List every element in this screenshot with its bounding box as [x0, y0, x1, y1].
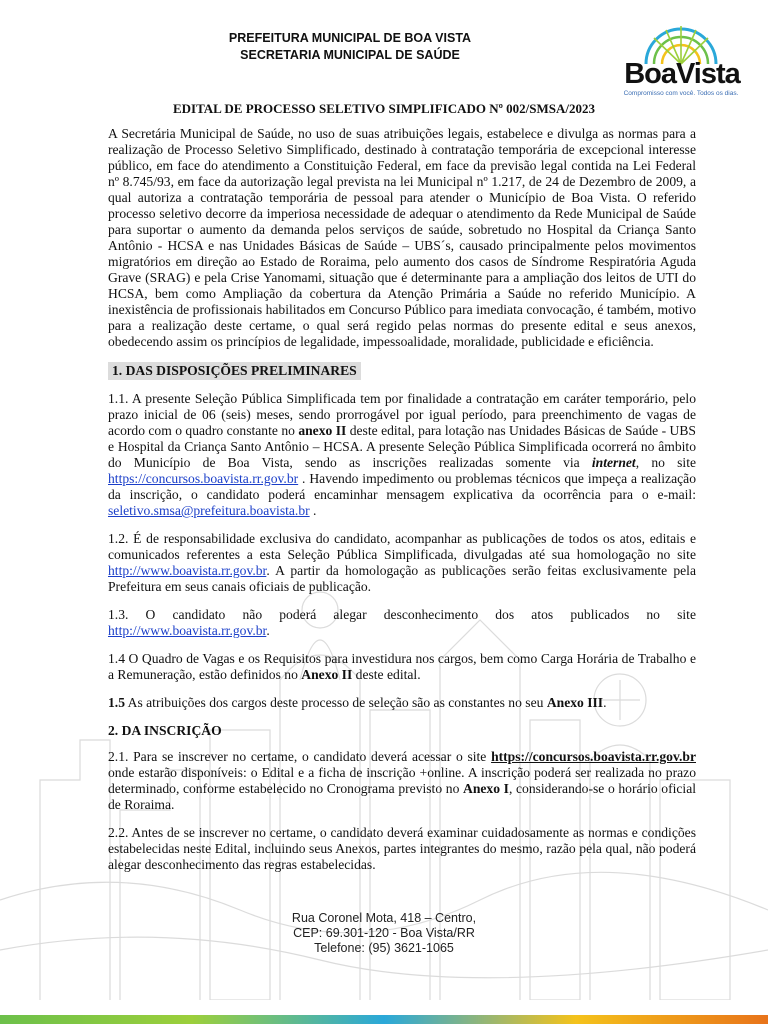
paragraph-2-2: 2.2. Antes de se inscrever no certame, o candidato deverá examinar cuidadosamente as normas e condições estabelecidas neste Edital, incluindo seus Anexos, partes integrantes do mesmo, razão pela qual, não poderá alegar desconhecimento das regras estabelecidas. — [108, 825, 696, 872]
logo-tagline: Compromisso com você. Todos os dias. — [623, 90, 739, 97]
page-footer — [0, 911, 768, 956]
concursos-link[interactable]: https://concursos.boavista.rr.gov.br — [108, 471, 299, 486]
intro-paragraph: A Secretária Municipal de Saúde, no uso de suas atribuições legais, estabelece e divulga as normas para a realização de Processo Seletivo Simplificado, destinado à contratação temporária de excepcional interesse público, em face do atendimento a Constituição Federal, em face da previsão legal contida na Lei Federal nº 8.745/93, em face da autorização legal prevista na lei Municipal nº 1.217, de 24 de Dezembro de 2009, a qual autoriza a contratação temporária de pessoal para atender o Município de Boa Vista. O referido processo seletivo decorre da imperiosa necessidade de adequar o atendimento da Rede Municipal de Saúde para suportar o aumento da demanda pelos serviços de saúde, sobretudo no Hospital da Criança Santo Antônio - HCSA e nas Unidades Básicas de Saúde – UBS´s, causado principalmente pelos movimentos migratórios em direção ao Estado de Roraima, pelo aumento dos casos de Síndrome Respiratória Aguda Grave (SRAG) e pela Crise Yanomami, situação que é determinante para a ampliação dos leitos de UTI do HCSA, bem como Ampliação da cobertura da Atenção Primária a Saúde no referido Município. A inexistência de profissionais habilitados em Concurso Público para imediata convocação, é também, motivo para a realização deste certame, o qual será regido pelas normas do presente edital e seus anexos, obedecendo assim os princípios de legalidade, impessoalidade, moralidade, publicidade e eficiência. — [108, 126, 696, 349]
boavista-site-link[interactable]: http://www.boavista.rr.gov.br — [108, 563, 267, 578]
paragraph-1-4: 1.4 O Quadro de Vagas e os Requisitos para investidura nos cargos, bem como Carga Horária de Trabalho e a Remuneração, estão definidos no Anexo II deste edital. — [108, 651, 696, 682]
footer-phone: Telefone: (95) 3621-1065 — [314, 941, 454, 955]
logo-brand-text: BoaVista — [624, 58, 740, 90]
header-line-2: SECRETARIA MUNICIPAL DE SAÚDE — [240, 48, 460, 62]
concursos-link-2[interactable]: https://concursos.boavista.rr.gov.br — [491, 749, 696, 764]
header-line-1: PREFEITURA MUNICIPAL DE BOA VISTA — [228, 31, 472, 45]
boavista-logo — [616, 18, 746, 98]
boavista-site-link-2[interactable]: http://www.boavista.rr.gov.br — [108, 623, 267, 638]
paragraph-1-2: 1.2. É de responsabilidade exclusiva do candidato, acompanhar as publicações de todos os atos, editais e comunicados referentes a esta Seleção Pública Simplificada, divulgadas até sua homologação no site http://www.boavista.rr.gov.br. A partir da homologação as publicações serão feitas exclusivamente pela Prefeitura em seus canais oficiais de publicação. — [108, 531, 696, 594]
paragraph-1-3: 1.3. O candidato não poderá alegar desconhecimento dos atos publicados no site http://www.boavista.rr.gov.br. — [108, 607, 696, 638]
section-1-heading: 1. DAS DISPOSIÇÕES PRELIMINARES — [108, 362, 361, 380]
color-stripe — [0, 1015, 768, 1024]
email-link[interactable]: seletivo.smsa@prefeitura.boavista.br — [108, 503, 310, 518]
paragraph-1-1: 1.1. A presente Seleção Pública Simplificada tem por finalidade a contratação em caráter temporário, pelo prazo inicial de 06 (seis) meses, sendo prorrogável por igual período, para preenchimento de vagas de acordo com o quadro constante no anexo II deste edital, para lotação nas Unidades Básicas de Saúde - UBS e Hospital da Criança Santo Antônio – HCSA. A presente Seleção Pública Simplificada ocorrerá no âmbito do Município de Boa Vista, sendo as inscrições realizadas somente via internet, no site https://concursos.boavista.rr.gov.br . Havendo impedimento ou problemas técnicos que impeça a realização da inscrição, o candidato poderá encaminhar mensagem explicativa da ocorrência para o e-mail: seletivo.smsa@prefeitura.boavista.br . — [108, 391, 697, 518]
document-title: EDITAL DE PROCESSO SELETIVO SIMPLIFICADO Nº 002/SMSA/2023 — [172, 101, 596, 116]
footer-address: Rua Coronel Mota, 418 – Centro, — [291, 911, 477, 925]
footer-cep: CEP: 69.301-120 - Boa Vista/RR — [293, 926, 475, 940]
paragraph-1-5: 1.5 As atribuições dos cargos deste processo de seleção são as constantes no seu Anexo III. — [108, 695, 607, 710]
document-body — [108, 126, 696, 885]
paragraph-2-1: 2.1. Para se inscrever no certame, o candidato deverá acessar o site https://concursos.boavista.rr.gov.br onde estarão disponíveis: o Edital e a ficha de inscrição +online. A inscrição poderá ser realizada no prazo determinado, conforme estabelecido no Cronograma previsto no Anexo I, considerando-se o horário oficial de Roraima. — [108, 749, 697, 812]
page-header — [160, 30, 540, 64]
section-2-heading: 2. DA INSCRIÇÃO — [108, 723, 222, 738]
